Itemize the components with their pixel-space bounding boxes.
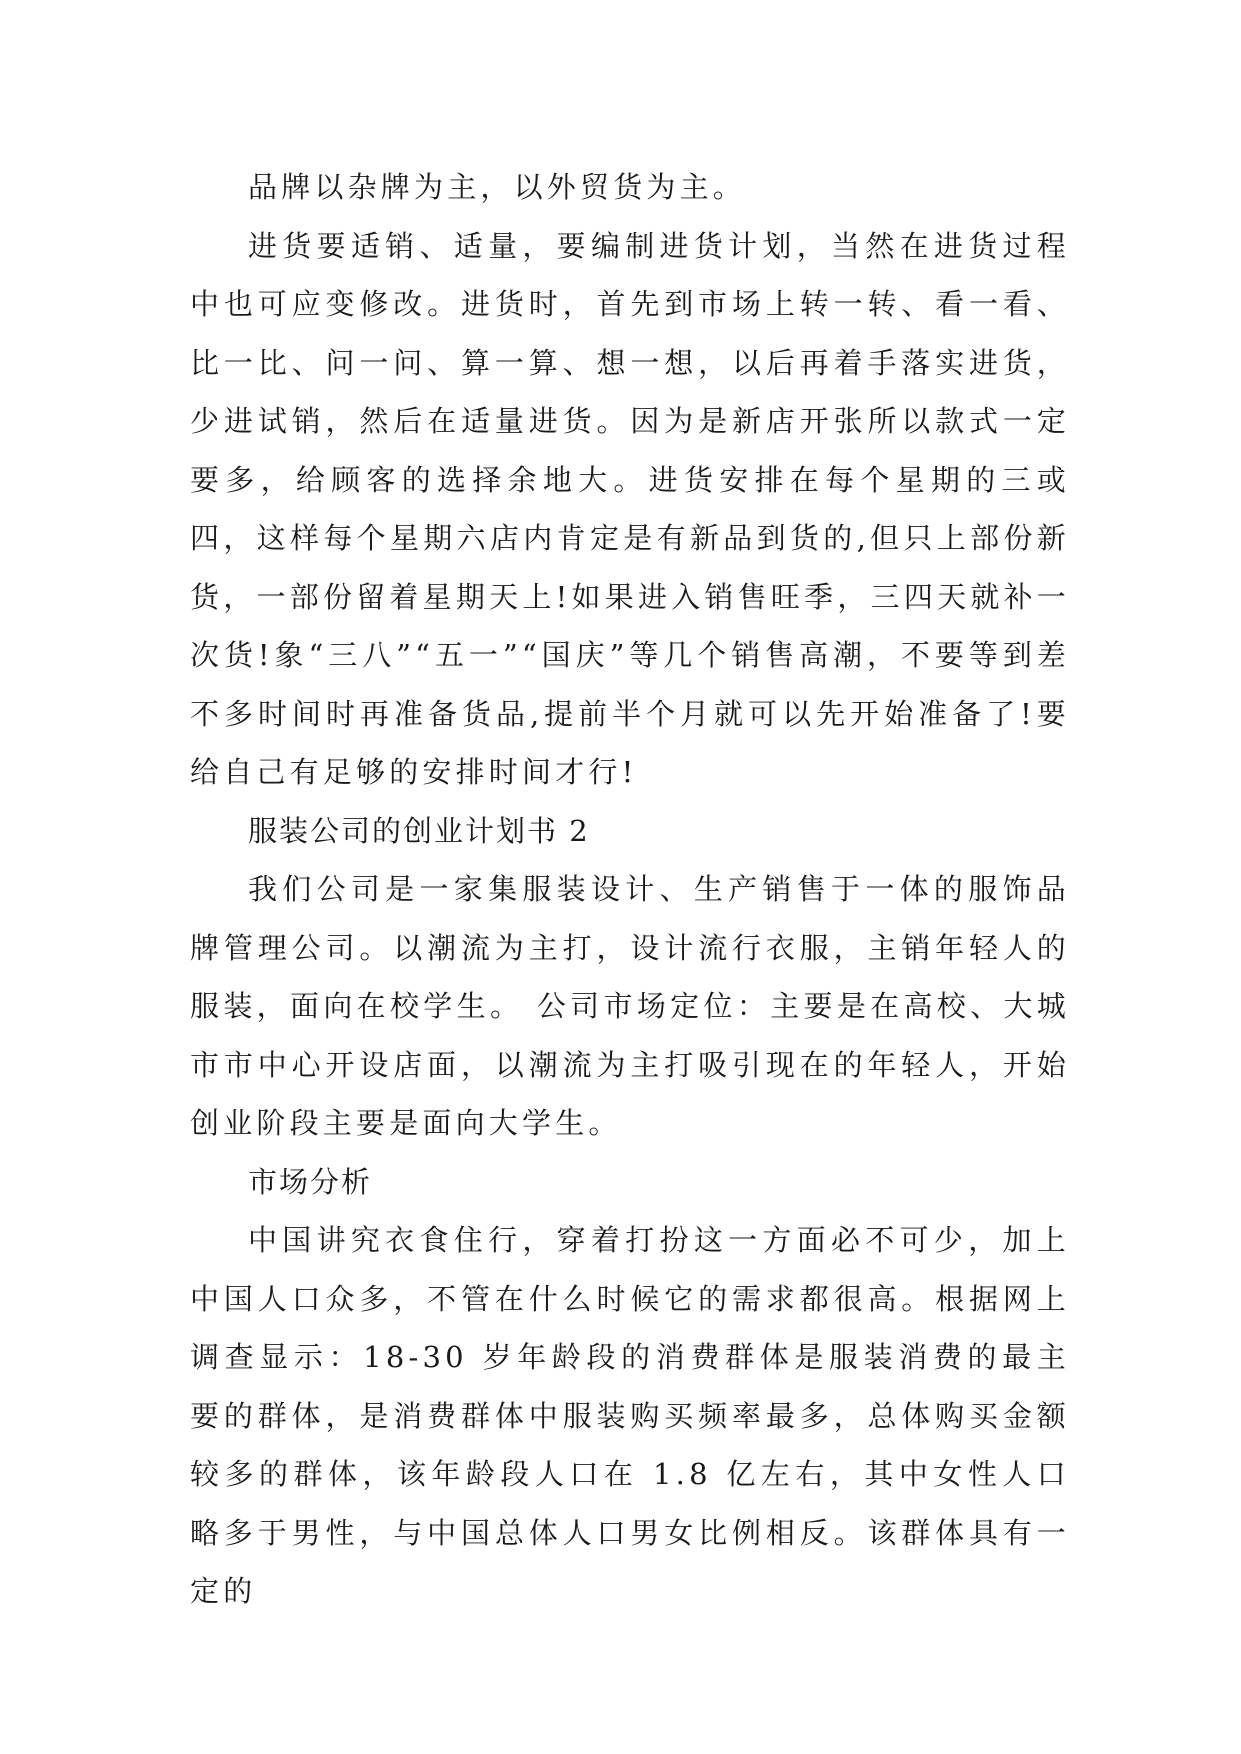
paragraph-brand-policy: 品牌以杂牌为主，以外贸货为主。 <box>248 170 747 204</box>
paragraph-purchasing: 进货要适销、适量，要编制进货计划，当然在进货过程中也可应变修改。进货时，首先到市场上转一转、看一看、比一比、问一问、算一算、想一想，以后再着手落实进货，少进试销，然后在适量进货。因为是新店开张所以款式一定要多，给顾客的选择余地大。进货安排在每个星期的三或四，这样每个星期六店内肯定是有新品到货的,但只上部份新货，一部份留着星期天上!如果进入销售旺季，三四天就补一次货!象“三八”“五一”“国庆”等几个销售高潮，不要等到差不多时间时再准备货品,提前半个月就可以先开始准备了!要给自己有足够的安排时间才行! <box>190 228 1070 789</box>
paragraph-market-analysis: 中国讲究衣食住行，穿着打扮这一方面必不可少，加上中国人口众多，不管在什么时候它的需求都很高。根据网上调查显示：18-30 岁年龄段的消费群体是服装消费的最主要的群体，是消费群体中服装购买频率最多，总体购买金额较多的群体，该年龄段人口在 1.8 亿左右，其中女性人口略多于男性，与中国总体人口男女比例相反。该群体具有一定的 <box>190 1223 1070 1608</box>
section-title-market-analysis: 市场分析 <box>248 1164 373 1199</box>
paragraph-company-intro: 我们公司是一家集服装设计、生产销售于一体的服饰品牌管理公司。以潮流为主打，设计流行衣服，主销年轻人的服装，面向在校学生。 公司市场定位：主要是在高校、大城市市中心开设店面，以潮流为主打吸引现在的年轻人，开始创业阶段主要是面向大学生。 <box>190 872 1070 1140</box>
document-body <box>190 158 1070 1621</box>
section-title-business-plan-2: 服装公司的创业计划书 2 <box>248 813 590 848</box>
